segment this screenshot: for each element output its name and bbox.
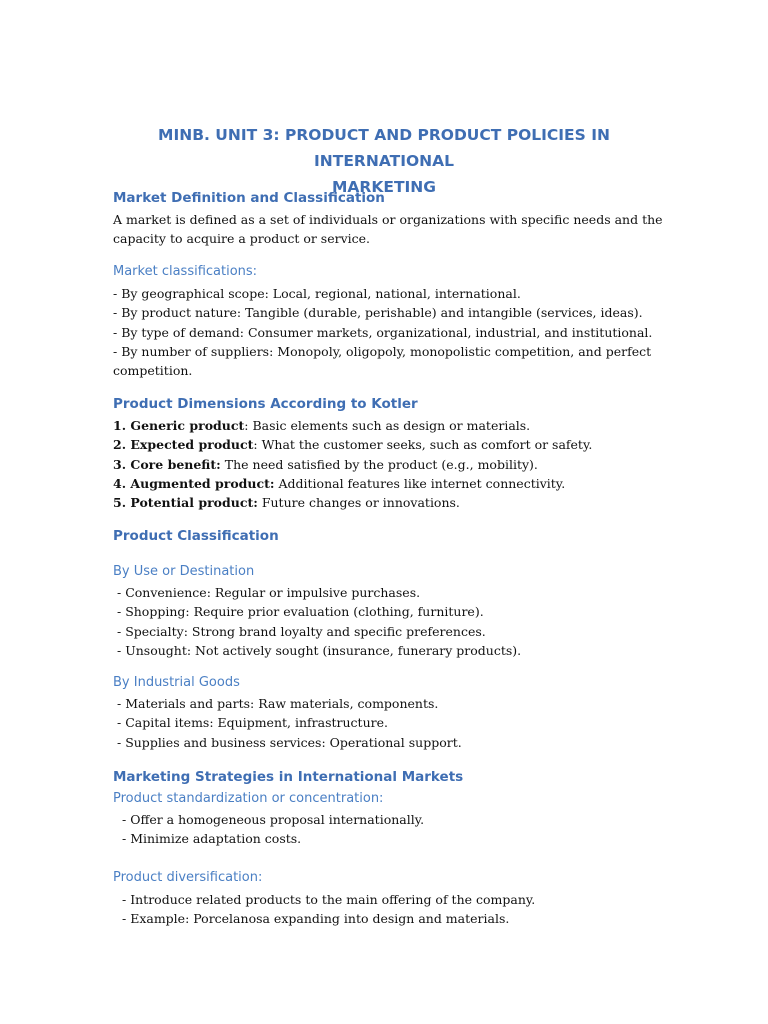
standardization-list bbox=[113, 810, 653, 849]
item-separator: : bbox=[244, 418, 249, 433]
item-text: What the customer seeks, such as comfort or safety. bbox=[257, 437, 593, 453]
by-industrial-list bbox=[113, 694, 653, 752]
list-item: - By geographical scope: Local, regional, national, international. bbox=[113, 286, 521, 301]
list-item: - Shopping: Require prior evaluation (clothing, furniture). bbox=[117, 604, 484, 620]
heading-kotler: Product Dimensions According to Kotler bbox=[113, 396, 418, 412]
heading-by-use: By Use or Destination bbox=[113, 564, 255, 579]
item-text: The need satisfied by the product (e.g., mobility). bbox=[220, 456, 538, 472]
list-item: - Convenience: Regular or impulsive purchases. bbox=[117, 585, 421, 600]
market-classifications-list bbox=[113, 284, 653, 380]
list-item: - Materials and parts: Raw materials, components. bbox=[117, 696, 439, 711]
heading-product-classification: Product Classification bbox=[113, 528, 279, 544]
item-text: Basic elements such as design or materials. bbox=[248, 418, 531, 433]
list-item: - By product nature: Tangible (durable, perishable) and intangible (services, ideas). bbox=[113, 305, 643, 321]
heading-strategies: Marketing Strategies in International Markets bbox=[113, 769, 464, 785]
item-text: Future changes or innovations. bbox=[257, 495, 460, 511]
list-item: - By number of suppliers: Monopoly, oligopoly, monopolistic competition, and perfect bbox=[113, 343, 652, 359]
item-text: Additional features like internet connectivity. bbox=[274, 475, 566, 491]
heading-market-definition: Market Definition and Classification bbox=[113, 190, 385, 206]
list-item: - Unsought: Not actively sought (insurance, funerary products). bbox=[117, 642, 522, 658]
title-line-2: MARKETING bbox=[332, 178, 436, 196]
item-separator: : bbox=[253, 437, 258, 453]
item-label: 4. Augmented product: bbox=[113, 475, 275, 491]
diversification-list bbox=[113, 890, 653, 929]
item-label: 2. Expected product bbox=[113, 437, 254, 453]
list-item: - By type of demand: Consumer markets, organizational, industrial, and institutional. bbox=[113, 324, 653, 340]
list-item: - Capital items: Equipment, infrastructure. bbox=[117, 715, 388, 731]
paragraph-line: capacity to acquire a product or service. bbox=[113, 231, 371, 247]
heading-by-industrial: By Industrial Goods bbox=[113, 675, 240, 690]
title-line-1: MINB. UNIT 3: PRODUCT AND PRODUCT POLICIES IN INTERNATIONAL bbox=[158, 126, 610, 170]
list-item bbox=[113, 493, 653, 512]
heading-diversification: Product diversification: bbox=[113, 870, 263, 885]
list-item: - Specialty: Strong brand loyalty and specific preferences. bbox=[117, 623, 486, 639]
list-item: - Example: Porcelanosa expanding into design and materials. bbox=[122, 911, 510, 927]
market-definition-paragraph bbox=[113, 210, 663, 249]
list-item: - Introduce related products to the main offering of the company. bbox=[122, 892, 536, 907]
heading-standardization: Product standardization or concentration: bbox=[113, 791, 384, 806]
heading-market-classifications: Market classifications: bbox=[113, 264, 258, 279]
list-item-continuation: competition. bbox=[113, 363, 193, 379]
list-item bbox=[113, 474, 653, 493]
paragraph-line: A market is defined as a set of individuals or organizations with specific needs and the bbox=[113, 212, 663, 227]
list-item: - Minimize adaptation costs. bbox=[122, 831, 302, 847]
item-label: 3. Core benefit: bbox=[113, 456, 221, 472]
by-use-list bbox=[113, 583, 653, 660]
list-item bbox=[113, 455, 653, 474]
item-label: 5. Potential product: bbox=[113, 495, 258, 511]
kotler-list bbox=[113, 416, 653, 512]
item-label: 1. Generic product bbox=[113, 418, 245, 433]
list-item bbox=[113, 416, 653, 435]
list-item: - Supplies and business services: Operational support. bbox=[117, 734, 462, 750]
list-item: - Offer a homogeneous proposal internationally. bbox=[122, 812, 425, 827]
list-item bbox=[113, 435, 653, 454]
